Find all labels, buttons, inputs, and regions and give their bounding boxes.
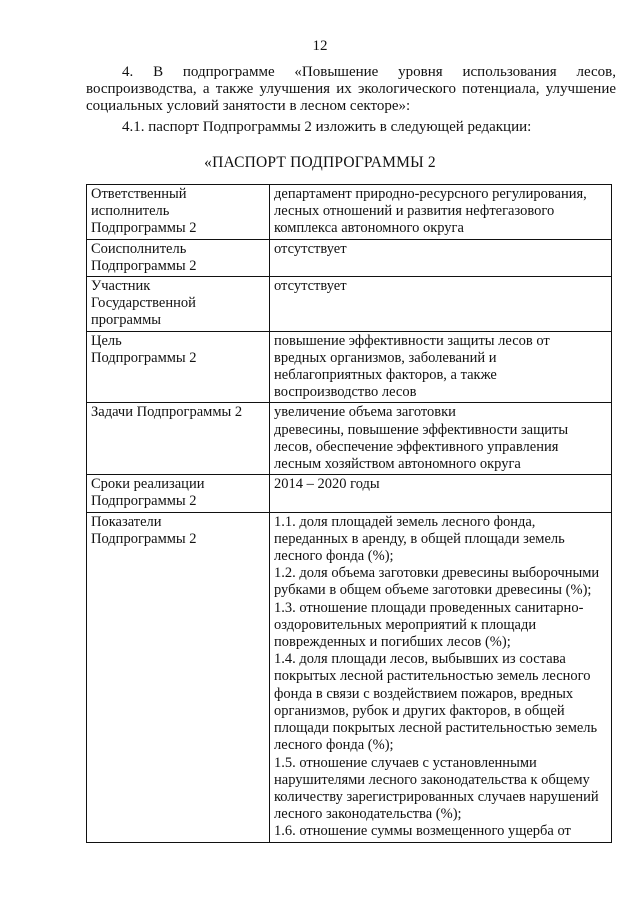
row-value-line: 1.2. доля объема заготовки древесины выборочными bbox=[274, 565, 600, 582]
row-label-line: Подпрограммы 2 bbox=[91, 220, 197, 237]
row-value-line: рубками в общем объеме заготовки древесины (%); bbox=[274, 582, 592, 599]
row-label-line: Соисполнитель bbox=[91, 240, 187, 257]
passport-title: «ПАСПОРТ ПОДПРОГРАММЫ 2 bbox=[204, 154, 436, 171]
row-value-line: площади покрытых лесной растительностью земель bbox=[274, 720, 598, 737]
row-label-line: Подпрограммы 2 bbox=[91, 349, 197, 366]
row-label-cell bbox=[87, 403, 270, 475]
row-label-line: исполнитель bbox=[91, 203, 170, 220]
row-value-line: воспроизводство лесов bbox=[274, 384, 417, 401]
row-label-line: Цель bbox=[91, 332, 122, 349]
row-label-cell bbox=[87, 185, 270, 240]
row-value-line: 2014 – 2020 годы bbox=[274, 476, 380, 493]
intro-paragraph-2: 4.1. паспорт Подпрограммы 2 изложить в следующей редакции: bbox=[122, 119, 532, 135]
row-value-line: древесины, повышение эффективности защиты bbox=[274, 421, 569, 438]
row-label-line: Задачи Подпрограммы 2 bbox=[91, 404, 243, 421]
row-value-line: лесов, обеспечение эффективного управления bbox=[274, 438, 559, 455]
row-value-line: лесных отношений и развития нефтегазового bbox=[274, 203, 555, 220]
row-value-cell bbox=[270, 277, 612, 332]
row-value-cell bbox=[270, 475, 612, 512]
row-label-cell bbox=[87, 512, 270, 842]
row-label-cell bbox=[87, 331, 270, 403]
row-value-line: покрытых лесной растительностью земель лесного bbox=[274, 668, 591, 685]
row-label-line: Подпрограммы 2 bbox=[91, 530, 197, 547]
row-label-line: Участник bbox=[91, 278, 151, 295]
row-label-line: Подпрограммы 2 bbox=[91, 257, 197, 274]
row-value-line: количеству зарегистрированных случаев нарушений bbox=[274, 788, 599, 805]
row-value-line: 1.3. отношение площади проведенных санитарно- bbox=[274, 599, 584, 616]
intro-paragraph: 4. В подпрограмме «Повышение уровня использования лесов, воспроизводства, а также улучшения их экологического потенциала, улучшение социальных условий занятости в лесном секторе»: bbox=[86, 64, 616, 114]
table-row bbox=[87, 512, 612, 842]
row-value-line: лесного законодательства (%); bbox=[274, 806, 462, 823]
row-value-line: поврежденных и погибших лесов (%); bbox=[274, 634, 511, 651]
table-row bbox=[87, 185, 612, 240]
row-value-line: отсутствует bbox=[274, 240, 347, 257]
row-value-line: лесного фонда (%); bbox=[274, 548, 394, 565]
row-label-line: программы bbox=[91, 312, 161, 329]
row-label-line: Ответственный bbox=[91, 186, 187, 202]
row-value-line: 1.5. отношение случаев с установленными bbox=[274, 754, 537, 771]
row-value-line: лесным хозяйством автономного округа bbox=[274, 456, 521, 473]
table-row bbox=[87, 277, 612, 332]
row-value-line: повышение эффективности защиты лесов от bbox=[274, 332, 550, 349]
row-label-line: Показатели bbox=[91, 513, 162, 530]
row-value-cell bbox=[270, 512, 612, 842]
passport-table bbox=[86, 184, 612, 843]
row-label-line: Сроки реализации bbox=[91, 476, 205, 493]
row-value-line: департамент природно-ресурсного регулирования, bbox=[274, 186, 587, 202]
page-number: 12 bbox=[312, 38, 328, 54]
row-label-cell bbox=[87, 239, 270, 276]
row-value-cell bbox=[270, 239, 612, 276]
row-value-cell bbox=[270, 403, 612, 475]
row-value-line: лесного фонда (%); bbox=[274, 737, 394, 754]
row-value-line: нарушителями лесного законодательства к общему bbox=[274, 771, 590, 788]
row-label-line: Подпрограммы 2 bbox=[91, 493, 197, 510]
row-value-line: оздоровительных мероприятий к площади bbox=[274, 616, 537, 633]
table-row bbox=[87, 403, 612, 475]
row-value-line: организмов, рубок и других факторов, в общей bbox=[274, 702, 565, 719]
row-label-cell bbox=[87, 277, 270, 332]
row-label-line: Государственной bbox=[91, 295, 196, 312]
row-value-cell bbox=[270, 185, 612, 240]
row-value-line: 1.1. доля площадей земель лесного фонда, bbox=[274, 513, 536, 530]
row-value-line: отсутствует bbox=[274, 278, 347, 295]
row-value-line: комплекса автономного округа bbox=[274, 220, 464, 237]
row-value-line: вредных организмов, заболеваний и bbox=[274, 349, 497, 366]
row-value-line: увеличение объема заготовки bbox=[274, 404, 456, 421]
table-row bbox=[87, 239, 612, 276]
row-value-line: 1.6. отношение суммы возмещенного ущерба от bbox=[274, 823, 571, 840]
row-value-line: 1.4. доля площади лесов, выбывших из состава bbox=[274, 651, 566, 668]
table-row bbox=[87, 331, 612, 403]
row-value-line: фонда в связи с воздействием пожаров, вредных bbox=[274, 685, 574, 702]
row-label-cell bbox=[87, 475, 270, 512]
row-value-line: неблагоприятных факторов, а также bbox=[274, 367, 497, 384]
table-row bbox=[87, 475, 612, 512]
row-value-line: переданных в аренду, в общей площади земель bbox=[274, 530, 565, 547]
row-value-cell bbox=[270, 331, 612, 403]
